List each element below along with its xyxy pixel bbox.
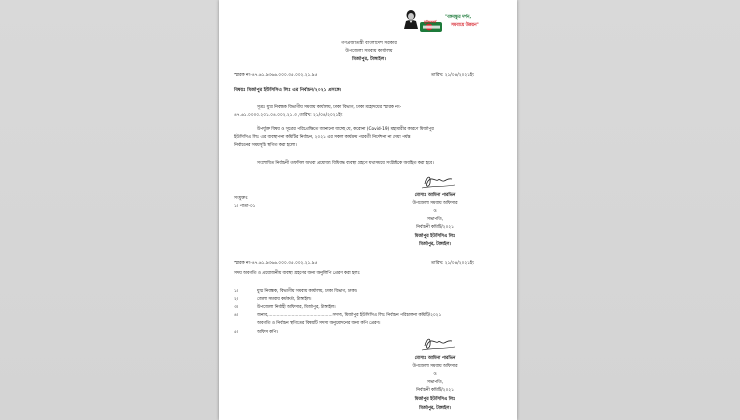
signer-2-role-2: সভাপতি,	[426, 380, 444, 385]
memo-para-2-line-2: ইউসিসিএ লিঃ এর ব্যবস্থাপনা কমিটির নির্বাচন, ২০২১ এর সকল কার্যক্রম পরবর্তী নির্দেশনা না দেয়া পর্যন্ত	[234, 135, 411, 140]
signer-2-role-3: নির্বাচনী কমিটি/২০২১	[416, 388, 454, 393]
memo-para-2-line-1: উপর্যুক্ত বিষয় ও সূত্রের পরিপ্রেক্ষিতে জানানো যাচ্ছে যে, করোনা (Covid-19) মহামারীর কারণে মির্জাপুর	[257, 127, 434, 132]
copy-item-text: অবগতি ও নির্বাচন স্থগিতের বিষয়টি সদস্য অনুমোদনের জন্য কপি প্রেরণ।	[257, 321, 381, 326]
portrait-image	[403, 9, 419, 29]
memo-para-1-line-2: ৪৭.৬১.০০০০.২০১.০৪.০০২.২১.৩ ,তারিখ: ২১/০৪/২০২১ইং	[234, 113, 343, 118]
signer-2-org: মির্জাপুর ইউসিসিএ লিঃ	[414, 397, 456, 402]
copy-intro: সদয় অবগতি ও প্রয়োজনীয় ব্যবস্থা গ্রহণের জন্য অনুলিপি প্রেরণ করা হলঃ	[234, 271, 360, 276]
signature-mark	[419, 172, 459, 192]
memo-para-2-line-3: নির্বাচনের সময়সূচি স্থগিত করা হলো।	[234, 143, 297, 148]
copy-item-text: উপজেলা নির্বাহী অফিসার, মির্জাপুর, টাঙ্গাইল।	[257, 305, 336, 310]
signer-1-org: মির্জাপুর ইউসিসিএ লিঃ	[414, 234, 456, 239]
memo-date-2: তারিখ: ২১/০৪/২০২১ইং	[431, 261, 475, 266]
copy-item-number: ২।	[234, 297, 239, 302]
memo-ref-2: স্মারক নং-৪৭.৬১.৯৩৬৬.০০০.৩৫.০০২.২১.৯৫	[234, 261, 318, 266]
memo-ref-1: স্মারক নং-৪৭.৬১.৯৩৬৬.০০০.৩৫.০০২.২১.৯৫	[234, 73, 318, 78]
signer-1-role-3: নির্বাচনী কমিটি/২০২১	[416, 225, 454, 230]
header-line-2: উপজেলা সমবায় কার্যালয়	[345, 49, 393, 54]
signer-1-role-1: ও	[433, 209, 437, 214]
signer-2-role-1: ও	[433, 372, 437, 377]
copy-item-text: জনাব,...............................................সদস্য, মির্জাপুর ইউসিসিএ লিঃ নির্বাচন পরিচালনা কমিটি/২০২১	[257, 313, 442, 318]
memo-para-1-line-1: সূত্রঃ যুগ্ম নিবন্ধক বিভাগীয় সমবায় কার্যালয়, ঢাকা বিভাগ, ঢাকা মহোদয়ের স্মারক নং-	[257, 105, 402, 110]
signer-1-role-2: সভাপতি,	[426, 217, 444, 222]
slogan-line-1: "বঙ্গবন্ধুর দর্শন,	[445, 15, 472, 20]
flag-text: মুজিববর্ষ	[424, 20, 437, 24]
enclosure-label: সংযুক্তঃ	[234, 196, 248, 201]
document-page	[219, 0, 517, 420]
copy-item-text: জেলা সমবায় কর্মকর্তা, টাঙ্গাইল।	[257, 297, 312, 302]
copy-item-text: অফিস কপি।	[257, 330, 278, 335]
copy-item-number: ৫।	[234, 330, 239, 335]
slogan-line-2: সমবায়ে উন্নয়ন"	[451, 23, 479, 28]
copy-item-number: ১।	[234, 289, 239, 294]
memo-subject: বিষয়ঃ মির্জাপুর ইউসিসিএ লিঃ এর নির্বাচন/২০২১ প্রসঙ্গে।	[234, 88, 342, 93]
header-line-3: মির্জাপুর, টাঙ্গাইল।	[352, 57, 386, 62]
copy-item-number: ৩।	[234, 305, 239, 310]
copy-item-text: যুগ্ম নিবন্ধক, বিভাগীয় সমবায় কার্যালয়, ঢাকা বিভাগ, ঢাকা।	[257, 289, 358, 294]
signer-1-title: উপজেলা সমবায় অফিসার	[412, 201, 458, 206]
memo-para-3: সংশোধিত নির্বাচনী তফসিল অথবা প্রযোজ্য বিধিবদ্ধ ব্যবস্থা গ্রহণে যথাসময়ে সংশ্লিষ্টকে অবহিত করা হবে।	[257, 161, 434, 166]
copy-item-number: ৪।	[234, 313, 239, 318]
signer-1-name: মোসাঃ আমিনা পারভিন	[414, 193, 456, 198]
signer-1-place: মির্জাপুর, টাঙ্গাইল।	[419, 242, 451, 247]
memo-date-1: তারিখ: ২১/০৪/২০২১ইং	[431, 73, 475, 78]
enclosure-item: ১। পাতা-০১	[234, 204, 256, 209]
signer-2-name: মোসাঃ আমিনা পারভিন	[414, 356, 456, 361]
signer-2-place: মির্জাপুর, টাঙ্গাইল।	[419, 406, 451, 411]
header-line-1: গণপ্রজাতন্ত্রী বাংলাদেশ সরকার	[341, 41, 397, 46]
signer-2-title: উপজেলা সমবায় অফিসার	[412, 364, 458, 369]
signature-mark	[419, 334, 459, 354]
